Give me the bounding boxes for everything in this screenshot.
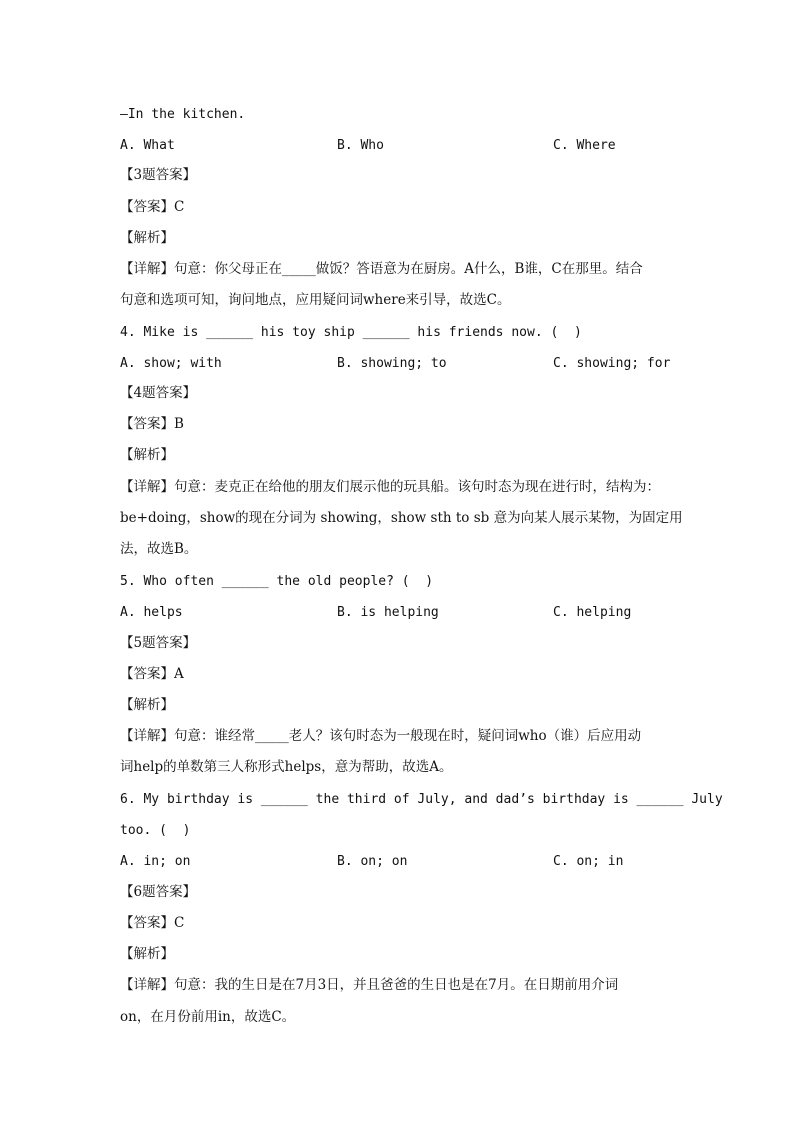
q5-option-c: C. helping xyxy=(553,605,632,620)
q3-option-a: A. What xyxy=(120,138,175,153)
q5-detail-line1: 【详解】句意：谁经常_____老人？该句时态为一般现在时，疑问词who（谁）后应用动 xyxy=(120,728,642,744)
q6-answer: 【答案】C xyxy=(120,915,185,931)
q5-option-a: A. helps xyxy=(120,605,183,620)
q5-answer: 【答案】A xyxy=(120,666,184,682)
q3-detail-line1: 【详解】句意：你父母正在_____做饭？答语意为在厨房。A什么，B谁，C在那里。结合 xyxy=(120,261,643,277)
q3-analysis-label: 【解析】 xyxy=(120,230,174,246)
q4-option-c: C. showing; for xyxy=(553,356,671,371)
q4-detail-line3: 法，故选B。 xyxy=(120,541,198,557)
q3-answer-header: 【3题答案】 xyxy=(120,167,197,183)
q4-answer: 【答案】B xyxy=(120,416,184,432)
intro-answer-line: —In the kitchen. xyxy=(120,107,246,122)
q3-option-b: B. Who xyxy=(337,138,384,153)
q4-option-b: B. showing; to xyxy=(337,356,447,371)
q6-option-a: A. in; on xyxy=(120,854,191,869)
q4-answer-header: 【4题答案】 xyxy=(120,385,197,401)
q3-detail-line2: 句意和选项可知，询问地点，应用疑问词where来引导，故选C。 xyxy=(120,292,511,308)
q5-detail-line2: 词help的单数第三人称形式helps，意为帮助，故选A。 xyxy=(120,759,453,775)
q6-question-line2: too. ( ) xyxy=(120,823,191,838)
q3-option-c: C. Where xyxy=(553,138,616,153)
q4-question: 4. Mike is ______ his toy ship ______ his friends now. ( ) xyxy=(120,325,582,340)
q4-detail-line2: be+doing，show的现在分词为 showing，show sth to sb 意为向某人展示某物，为固定用 xyxy=(120,510,683,526)
q5-analysis-label: 【解析】 xyxy=(120,697,174,713)
q4-option-a: A. show; with xyxy=(120,356,222,371)
q6-analysis-label: 【解析】 xyxy=(120,946,174,962)
q6-detail-line1: 【详解】句意：我的生日是在7月3日，并且爸爸的生日也是在7月。在日期前用介词 xyxy=(120,977,619,993)
q5-answer-header: 【5题答案】 xyxy=(120,635,197,651)
q6-question-line1: 6. My birthday is ______ the third of July, and dad’s birthday is ______ July xyxy=(120,792,723,807)
q5-option-b: B. is helping xyxy=(337,605,439,620)
q6-option-c: C. on; in xyxy=(553,854,624,869)
q5-question: 5. Who often ______ the old people? ( ) xyxy=(120,574,434,589)
q4-analysis-label: 【解析】 xyxy=(120,447,174,463)
q6-option-b: B. on; on xyxy=(337,854,408,869)
q3-answer: 【答案】C xyxy=(120,199,185,215)
q6-detail-line2: on，在月份前用in，故选C。 xyxy=(120,1009,296,1025)
q6-answer-header: 【6题答案】 xyxy=(120,884,197,900)
q4-detail-line1: 【详解】句意：麦克正在给他的朋友们展示他的玩具船。该句时态为现在进行时，结构为： xyxy=(120,479,660,495)
